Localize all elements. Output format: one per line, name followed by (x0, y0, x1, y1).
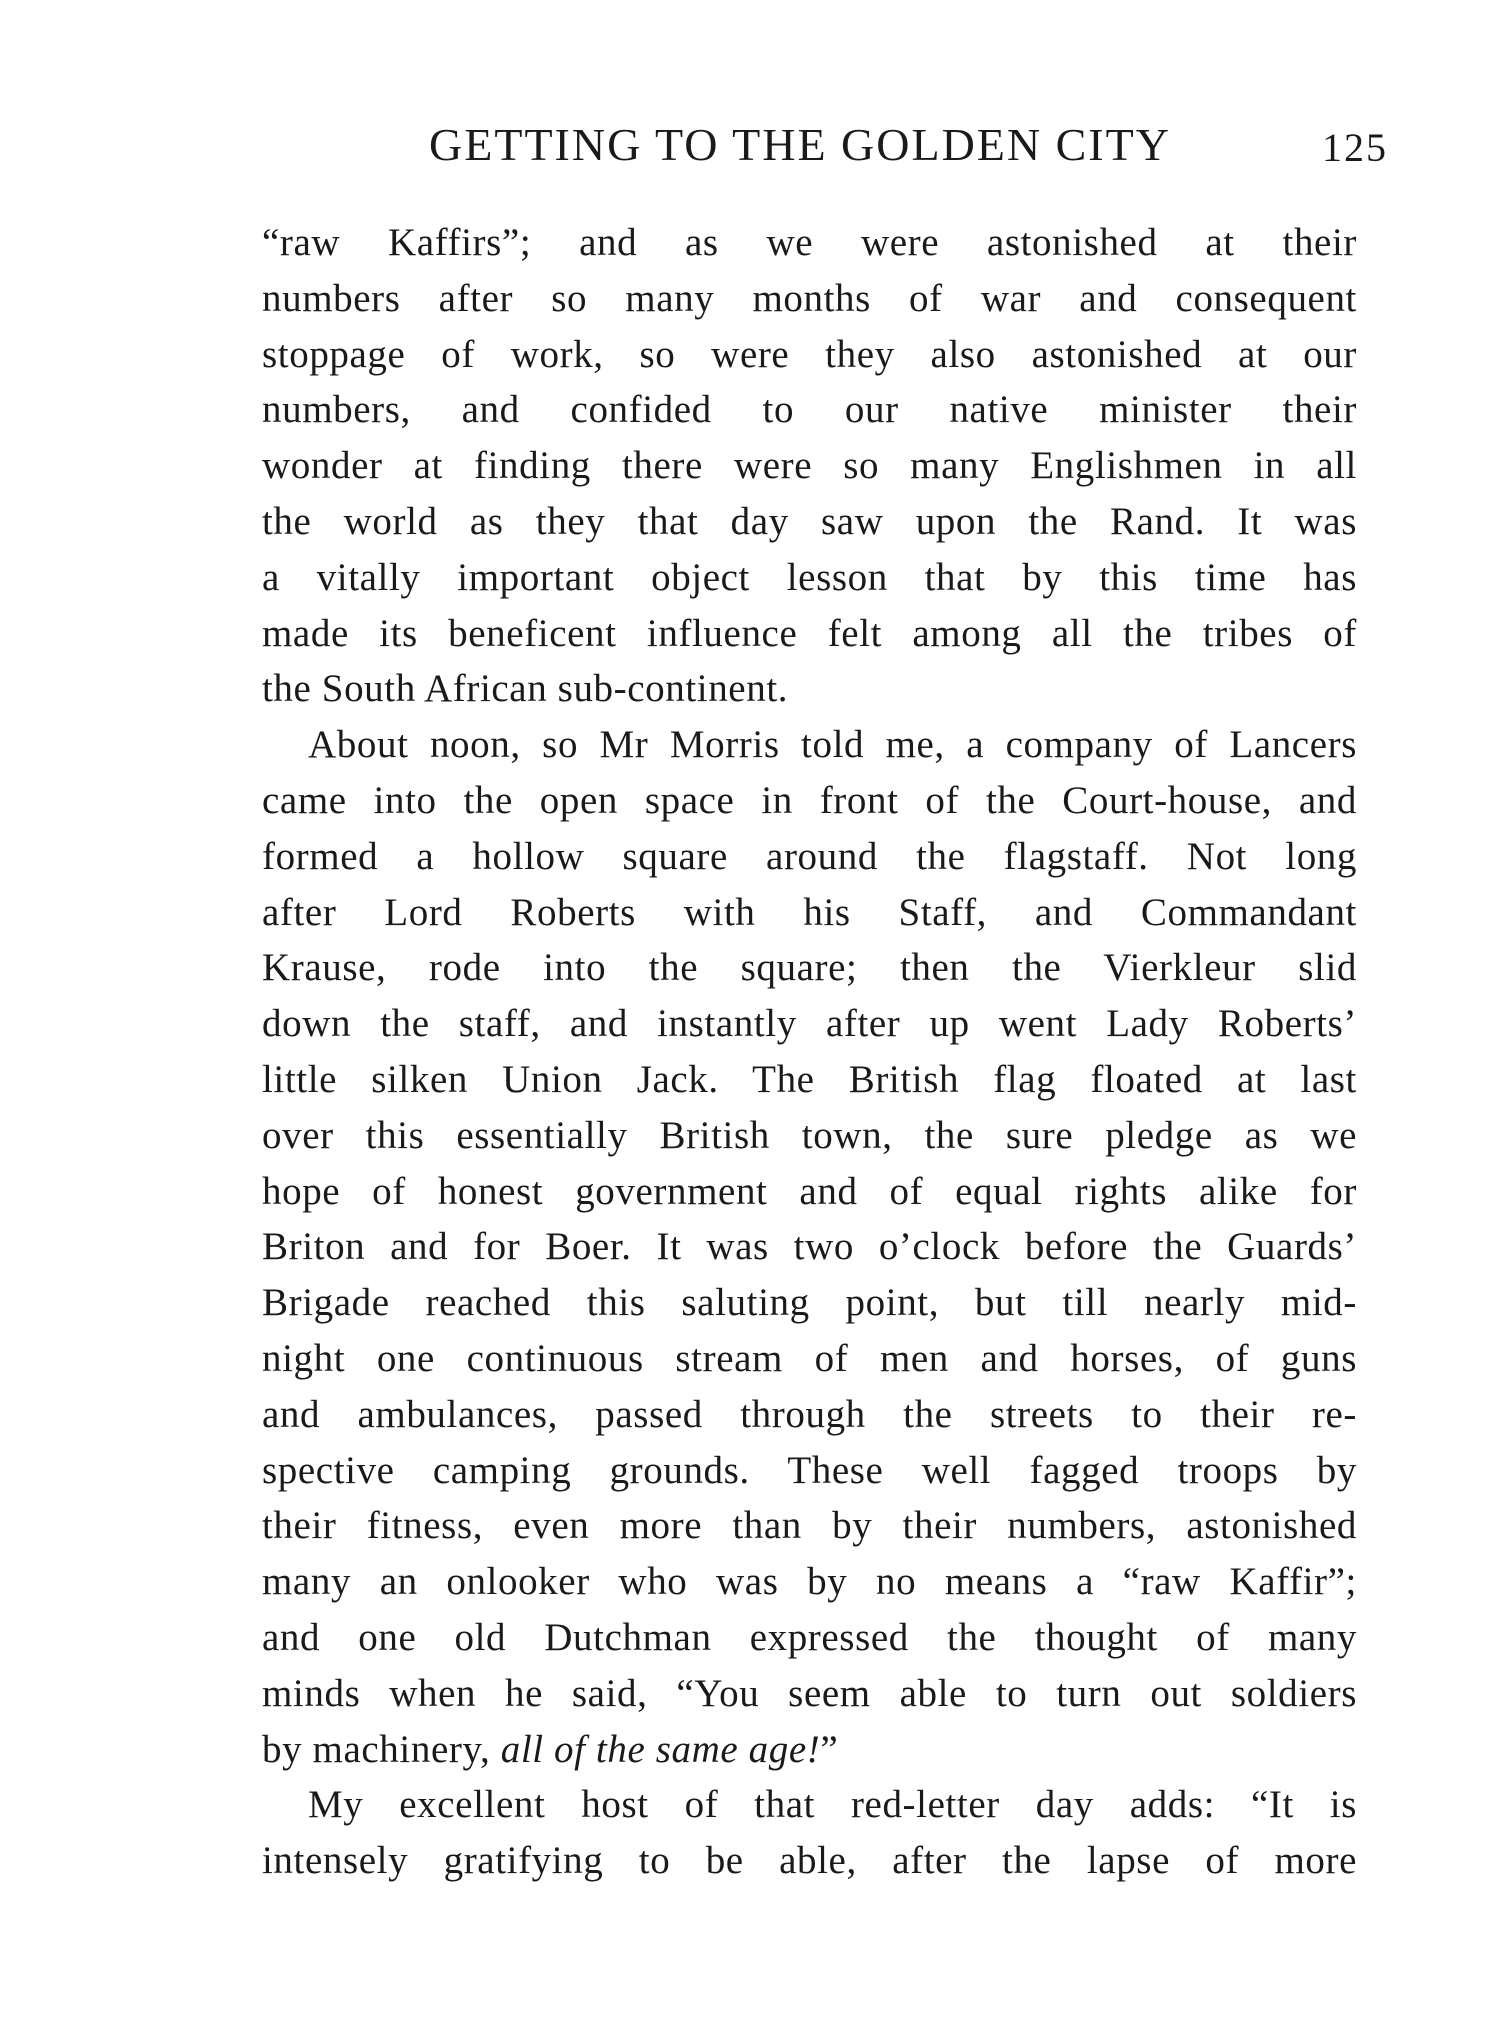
text-line: spective camping grounds. These well fagged troops by (262, 1448, 1357, 1492)
text-line: the world as they that day saw upon the Rand. It was (262, 499, 1357, 543)
text-line: and one old Dutchman expressed the thought of many (262, 1615, 1357, 1659)
paragraph (262, 215, 1357, 717)
body-text (262, 215, 1357, 1889)
text-line: the South African sub-continent. (262, 667, 789, 711)
text-line: hope of honest government and of equal rights alike for (262, 1169, 1357, 1213)
text-line: About noon, so Mr Morris told me, a company of Lancers (308, 723, 1357, 767)
text-line: many an onlooker who was by no means a “raw Kaffir”; (262, 1560, 1357, 1604)
paragraph (262, 1777, 1357, 1889)
text-line: little silken Union Jack. The British flag floated at last (262, 1057, 1357, 1101)
text-line: after Lord Roberts with his Staff, and Commandant (262, 890, 1357, 934)
text-line: numbers, and confided to our native minister their (262, 388, 1357, 432)
text-line (262, 1722, 1357, 1778)
text-line: formed a hollow square around the flagstaff. Not long (262, 834, 1357, 878)
text-line: a vitally important object lesson that by this time has (262, 555, 1357, 599)
text-line: Briton and for Boer. It was two o’clock before the Guards’ (262, 1225, 1357, 1269)
text-line: came into the open space in front of the Court-house, and (262, 778, 1357, 822)
text-line: “raw Kaffirs”; and as we were astonished at their (262, 221, 1357, 264)
running-header (0, 118, 1512, 178)
text-line: stoppage of work, so were they also astonished at our (262, 332, 1357, 376)
text-line: wonder at finding there were so many Englishmen in all (262, 444, 1357, 488)
text-line: night one continuous stream of men and horses, of guns (262, 1336, 1357, 1380)
text-segment: ” (820, 1727, 839, 1771)
running-title: GETTING TO THE GOLDEN CITY (429, 119, 1171, 170)
paragraph (262, 717, 1357, 1777)
text-line: their fitness, even more than by their numbers, astonished (262, 1504, 1357, 1548)
text-line: Brigade reached this saluting point, but till nearly mid- (262, 1281, 1357, 1325)
text-line: down the staff, and instantly after up went Lady Roberts’ (262, 1002, 1357, 1046)
text-line: minds when he said, “You seem able to turn out soldiers (262, 1671, 1357, 1715)
text-line: and ambulances, passed through the streets to their re- (262, 1392, 1357, 1436)
italic-text: all of the same age! (500, 1727, 821, 1771)
text-line: over this essentially British town, the sure pledge as we (262, 1113, 1357, 1157)
text-line: numbers after so many months of war and consequent (262, 276, 1357, 320)
text-line: made its beneficent influence felt among all the tribes of (262, 611, 1357, 655)
text-line: My excellent host of that red-letter day adds: “It is (308, 1783, 1357, 1827)
text-line: intensely gratifying to be able, after the lapse of more (262, 1839, 1357, 1883)
text-segment: by machinery, (262, 1727, 501, 1771)
page-number: 125 (1322, 125, 1388, 170)
text-line: Krause, rode into the square; then the Vierkleur slid (262, 946, 1357, 990)
